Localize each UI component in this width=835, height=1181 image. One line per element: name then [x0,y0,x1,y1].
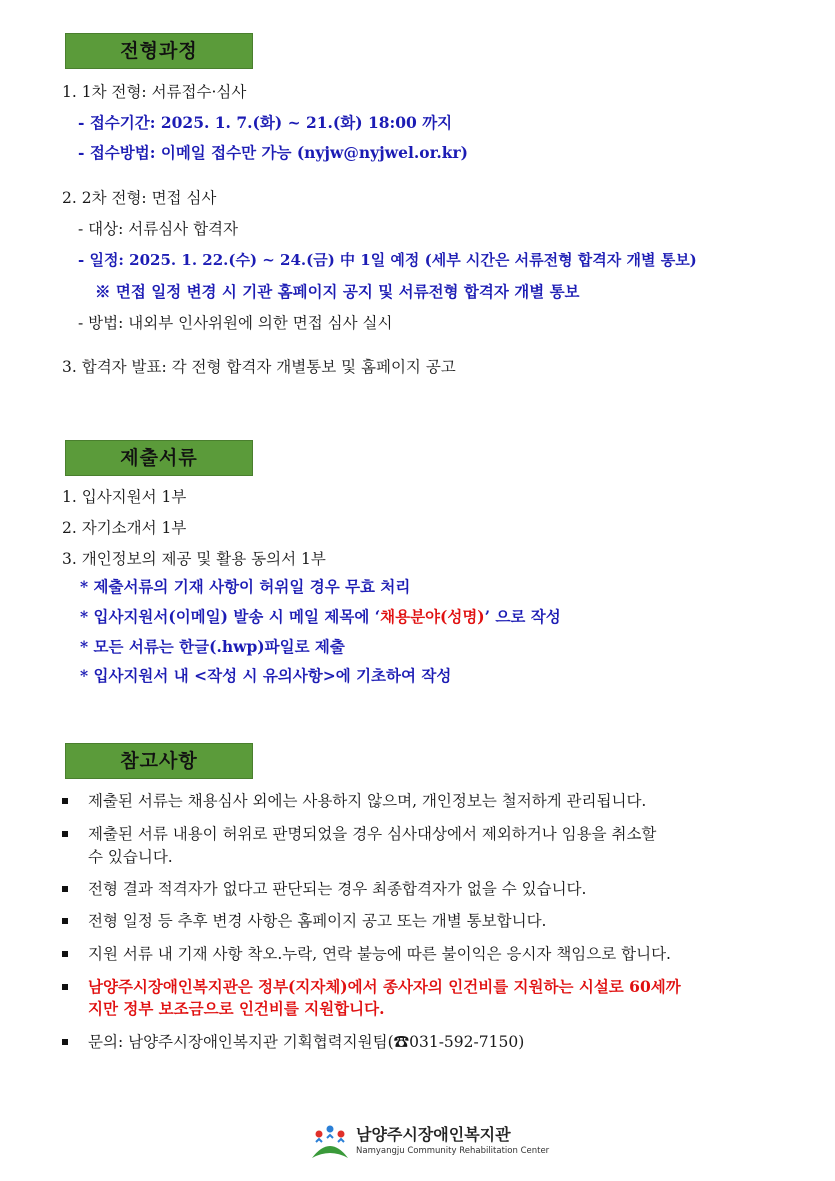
bullet-square-icon [62,984,68,990]
note-item-3: 전형 결과 적격자가 없다고 판단되는 경우 최종합격자가 없을 수 있습니다. [88,880,587,898]
process-stage1-method: - 접수방법: 이메일 접수만 가능 (nyjw@nyjwel.or.kr) [78,143,468,162]
note-item-2: 제출된 서류 내용이 허위로 판명되었을 경우 심사대상에서 제외하거나 임용을 취소할 [88,825,657,843]
section-heading-documents: 제출서류 [65,440,253,476]
process-stage2-schedule: - 일정: 2025. 1. 22.(수) ~ 24.(금) 中 1일 예정 (세부 시간은 서류전형 합격자 개별 통보) [78,251,697,269]
org-logo-icon [308,1120,352,1164]
process-stage1-period: - 접수기간: 2025. 1. 7.(화) ~ 21.(화) 18:00 까지 [78,113,453,132]
doc-note-2-end: ’ 으로 작성 [484,607,561,626]
org-logo-name-en: Namyangju Community Rehabilitation Center [356,1146,550,1156]
section-heading-notes: 참고사항 [65,743,253,779]
bullet-square-icon [62,1039,68,1045]
process-stage1: 1. 1차 전형: 서류접수·심사 [62,83,247,101]
doc-item-1: 1. 입사지원서 1부 [62,488,187,506]
doc-note-2-highlight: 채용분야(성명) [380,607,485,626]
note-item-4: 전형 일정 등 추후 변경 사항은 홈페이지 공고 또는 개별 통보합니다. [88,912,547,930]
doc-note-4: * 입사지원서 내 <작성 시 유의사항>에 기초하여 작성 [80,666,452,685]
bullet-square-icon [62,951,68,957]
note-item-2-cont: 수 있습니다. [88,848,173,866]
note-item-6-cont: 지만 정부 보조금으로 인건비를 지원합니다. [88,999,385,1018]
note-item-7: 문의: 남양주시장애인복지관 기획협력지원팀(☎031-592-7150) [88,1033,525,1051]
process-stage2-target: - 대상: 서류심사 합격자 [78,220,238,238]
section-heading-process: 전형과정 [65,33,253,69]
process-stage2-notice: ※ 면접 일정 변경 시 기관 홈페이지 공지 및 서류전형 합격자 개별 통보 [95,282,580,301]
bullet-square-icon [62,831,68,837]
doc-note-3: * 모든 서류는 한글(.hwp)파일로 제출 [80,637,345,656]
bullet-square-icon [62,918,68,924]
process-result: 3. 합격자 발표: 각 전형 합격자 개별통보 및 홈페이지 공고 [62,358,456,376]
org-logo [308,1120,550,1166]
doc-item-2: 2. 자기소개서 1부 [62,519,187,537]
bullet-square-icon [62,886,68,892]
doc-item-3: 3. 개인정보의 제공 및 활용 동의서 1부 [62,550,326,568]
note-item-5: 지원 서류 내 기재 사항 착오.누락, 연락 불능에 따른 불이익은 응시자 책임으로 합니다. [88,945,671,963]
note-item-1: 제출된 서류는 채용심사 외에는 사용하지 않으며, 개인정보는 철저하게 관리됩니다. [88,792,647,810]
process-stage2: 2. 2차 전형: 면접 심사 [62,189,217,207]
note-item-6: 남양주시장애인복지관은 정부(지자체)에서 종사자의 인건비를 지원하는 시설로 60세까 [88,977,681,996]
doc-note-1: * 제출서류의 기재 사항이 허위일 경우 무효 처리 [80,577,411,596]
process-stage2-method: - 방법: 내외부 인사위원에 의한 면접 심사 실시 [78,314,393,332]
org-logo-name: 남양주시장애인복지관 [356,1125,511,1144]
bullet-square-icon [62,798,68,804]
doc-note-2 [80,606,561,628]
doc-note-2-start: * 입사지원서(이메일) 발송 시 메일 제목에 ‘ [80,607,381,626]
